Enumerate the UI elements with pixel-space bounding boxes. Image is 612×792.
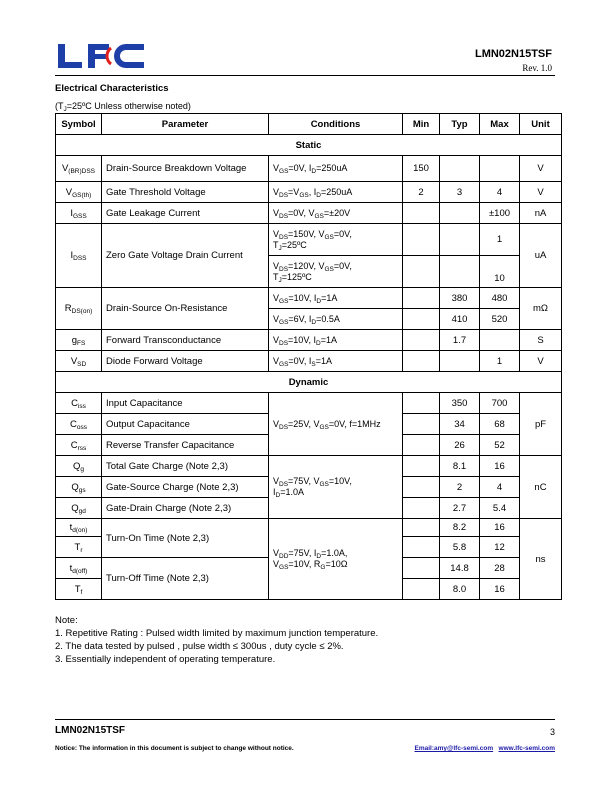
parameter-cell: Input Capacitance [102, 393, 269, 414]
notes-title: Note: [55, 615, 78, 626]
table-row [56, 203, 562, 224]
max-cell: 1 [480, 351, 520, 372]
symbol-cell: $V_{SD}$ [56, 351, 102, 372]
min-cell [403, 537, 440, 558]
note-1: 1. Repetitive Rating : Pulsed width limited by maximum junction temperature. [55, 628, 379, 639]
group-row-static [56, 135, 562, 156]
parameter-cell: Gate-Drain Charge (Note 2,3) [102, 498, 269, 519]
group-label: Dynamic [56, 372, 562, 393]
unit-cell: nA [520, 203, 562, 224]
min-cell [403, 203, 440, 224]
conditions-cell: $V_{DS}=0V$, $V_{GS}=\pm 20V$ [269, 203, 403, 224]
min-cell: 2 [403, 182, 440, 203]
group-row-dynamic [56, 372, 562, 393]
min-cell [403, 288, 440, 309]
min-cell [403, 558, 440, 579]
typ-cell: 1.7 [440, 330, 480, 351]
col-conditions: Conditions [269, 114, 403, 135]
max-cell: 5.4 [480, 498, 520, 519]
group-label: Static [56, 135, 562, 156]
max-cell: 16 [480, 456, 520, 477]
note-2: 2. The data tested by pulsed , pulse width ≤ 300us , duty cycle ≤ 2%. [55, 641, 344, 652]
symbol-cell: $C_{rss}$ [56, 435, 102, 456]
min-cell [403, 351, 440, 372]
table-row [56, 182, 562, 203]
max-cell: 520 [480, 309, 520, 330]
unit-cell: S [520, 330, 562, 351]
min-cell [403, 224, 440, 256]
table-row [56, 393, 562, 414]
symbol-cell: $I_{DSS}$ [56, 224, 102, 288]
max-cell: 52 [480, 435, 520, 456]
conditions-cell: $V_{DS}=150V$, $V_{GS}=0V$, $T_J=25ºC$ [269, 224, 403, 256]
conditions-cell: $V_{GS}=6V$, $I_D=0.5A$ [269, 309, 403, 330]
typ-cell: 8.1 [440, 456, 480, 477]
max-cell: 16 [480, 579, 520, 600]
typ-cell: 14.8 [440, 558, 480, 579]
symbol-cell: $Q_g$ [56, 456, 102, 477]
parameter-cell: Total Gate Charge (Note 2,3) [102, 456, 269, 477]
header-revision: Rev. 1.0 [522, 63, 552, 73]
website-link[interactable]: www.lfc-semi.com [498, 745, 555, 752]
col-symbol: Symbol [56, 114, 102, 135]
parameter-cell: Gate Leakage Current [102, 203, 269, 224]
parameter-cell: Gate Threshold Voltage [102, 182, 269, 203]
col-parameter: Parameter [102, 114, 269, 135]
conditions-cell: $V_{GS}=0V$, $I_D=250uA$ [269, 156, 403, 182]
symbol-cell: $Q_{gs}$ [56, 477, 102, 498]
col-max: Max [480, 114, 520, 135]
typ-cell [440, 156, 480, 182]
max-cell: 16 [480, 519, 520, 537]
typ-cell: 34 [440, 414, 480, 435]
min-cell [403, 456, 440, 477]
symbol-cell: $Q_{gd}$ [56, 498, 102, 519]
min-cell: 150 [403, 156, 440, 182]
min-cell [403, 435, 440, 456]
max-cell: 480 [480, 288, 520, 309]
symbol-cell: $V_{GS(th)}$ [56, 182, 102, 203]
max-cell: 10 [480, 256, 520, 288]
table-row [56, 351, 562, 372]
conditions-cell: $V_{DS}=10V$, $I_D=1A$ [269, 330, 403, 351]
symbol-cell: $t_{d(on)}$ [56, 519, 102, 537]
unit-cell: mΩ [520, 288, 562, 330]
unit-cell: V [520, 156, 562, 182]
max-cell: 700 [480, 393, 520, 414]
typ-cell: 5.8 [440, 537, 480, 558]
max-cell: 12 [480, 537, 520, 558]
unit-cell: nC [520, 456, 562, 519]
header-divider [55, 75, 555, 76]
table-row [56, 288, 562, 309]
table-row [56, 330, 562, 351]
table-header-row [56, 114, 562, 135]
typ-cell: 350 [440, 393, 480, 414]
parameter-cell: Forward Transconductance [102, 330, 269, 351]
parameter-cell: Gate-Source Charge (Note 2,3) [102, 477, 269, 498]
symbol-cell: $T_r$ [56, 537, 102, 558]
typ-cell: 26 [440, 435, 480, 456]
notes-block [55, 614, 378, 666]
max-cell [480, 156, 520, 182]
typ-cell [440, 224, 480, 256]
parameter-cell: Zero Gate Voltage Drain Current [102, 224, 269, 288]
symbol-cell: $g_{FS}$ [56, 330, 102, 351]
conditions-cell: $V_{DS}=120V$, $V_{GS}=0V$, $T_J=125ºC$ [269, 256, 403, 288]
conditions-cell: $V_{DS}=75V$, $V_{GS}=10V$, $I_D=1.0A$ [269, 456, 403, 519]
conditions-cell: $V_{GS}=10V$, $I_D=1A$ [269, 288, 403, 309]
max-cell: 1 [480, 224, 520, 256]
table-row [56, 224, 562, 256]
parameter-cell: Diode Forward Voltage [102, 351, 269, 372]
parameter-cell: Drain-Source Breakdown Voltage [102, 156, 269, 182]
typ-cell: 3 [440, 182, 480, 203]
max-cell [480, 330, 520, 351]
min-cell [403, 256, 440, 288]
symbol-cell: $T_f$ [56, 579, 102, 600]
min-cell [403, 477, 440, 498]
section-condition: ($T_J=25ºC$ Unless otherwise noted) [55, 101, 191, 113]
typ-cell: 2.7 [440, 498, 480, 519]
email-link[interactable]: Email:amy@lfc-semi.com [414, 745, 494, 752]
typ-cell [440, 203, 480, 224]
min-cell [403, 393, 440, 414]
typ-cell: 2 [440, 477, 480, 498]
table-row [56, 456, 562, 477]
parameter-cell: Output Capacitance [102, 414, 269, 435]
conditions-cell: $V_{DD}=75V$, $I_D=1.0A$, $V_{GS}=10V$, $R_G=10\Omega$ [269, 519, 403, 600]
footer-notice: Notice: The information in this document is subject to change without notice. [55, 745, 294, 752]
parameter-cell: Turn-On Time (Note 2,3) [102, 519, 269, 558]
col-typ: Typ [440, 114, 480, 135]
unit-cell: pF [520, 393, 562, 456]
symbol-cell: $C_{oss}$ [56, 414, 102, 435]
unit-cell: ns [520, 519, 562, 600]
unit-cell: V [520, 351, 562, 372]
note-3: 3. Essentially independent of operating temperature. [55, 654, 276, 665]
table-row [56, 156, 562, 182]
min-cell [403, 498, 440, 519]
min-cell [403, 519, 440, 537]
max-cell: 68 [480, 414, 520, 435]
conditions-cell: $V_{GS}=0V$, $I_S=1A$ [269, 351, 403, 372]
col-unit: Unit [520, 114, 562, 135]
parameter-cell: Turn-Off Time (Note 2,3) [102, 558, 269, 600]
footer-contact [415, 745, 555, 752]
typ-cell: 8.2 [440, 519, 480, 537]
unit-cell: uA [520, 224, 562, 288]
typ-cell: 8.0 [440, 579, 480, 600]
symbol-cell: $V_{(BR)DSS}$ [56, 156, 102, 182]
table-row [56, 519, 562, 537]
max-cell: 4 [480, 477, 520, 498]
footer-part-number: LMN02N15TSF [55, 725, 126, 736]
footer-divider [55, 719, 555, 720]
typ-cell: 410 [440, 309, 480, 330]
unit-cell: V [520, 182, 562, 203]
page-number: 3 [549, 727, 555, 737]
parameter-cell: Drain-Source On-Resistance [102, 288, 269, 330]
parameter-cell: Reverse Transfer Capacitance [102, 435, 269, 456]
typ-cell [440, 351, 480, 372]
max-cell: 4 [480, 182, 520, 203]
max-cell: 28 [480, 558, 520, 579]
min-cell [403, 579, 440, 600]
symbol-cell: $R_{DS(on)}$ [56, 288, 102, 330]
symbol-cell: $I_{GSS}$ [56, 203, 102, 224]
electrical-characteristics-table [55, 113, 562, 600]
col-min: Min [403, 114, 440, 135]
section-title: Electrical Characteristics [55, 83, 169, 94]
symbol-cell: $t_{d(off)}$ [56, 558, 102, 579]
max-cell: ±100 [480, 203, 520, 224]
symbol-cell: $C_{iss}$ [56, 393, 102, 414]
conditions-cell: $V_{DS}=V_{GS}$, $I_D=250uA$ [269, 182, 403, 203]
conditions-cell: $V_{DS}=25V$, $V_{GS}=0V$, f=1MHz [269, 393, 403, 456]
min-cell [403, 330, 440, 351]
typ-cell: 380 [440, 288, 480, 309]
typ-cell [440, 256, 480, 288]
min-cell [403, 414, 440, 435]
lfc-logo [58, 42, 144, 70]
header-part-number: LMN02N15TSF [474, 48, 552, 60]
min-cell [403, 309, 440, 330]
